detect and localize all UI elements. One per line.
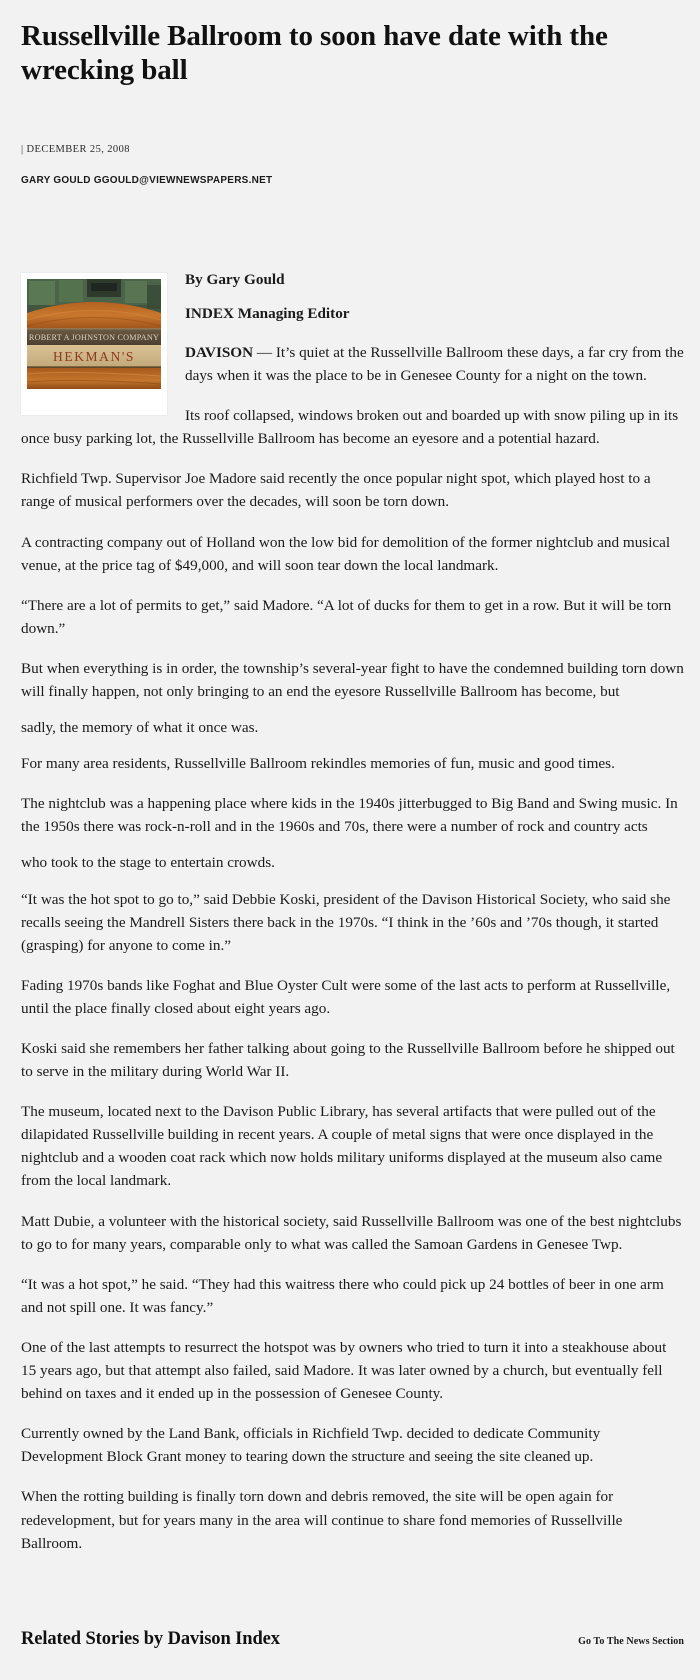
paragraph: But when everything is in order, the township’s several-year fight to have the condemned building torn down will finally happen, not only bringing to an end the eyesore Russellville Ballroom has become, but bbox=[21, 659, 684, 700]
paragraph: The nightclub was a happening place where kids in the 1940s jitterbugged to Big Band and Swing music. In the 1950s there was rock-n-roll and in the 1960s and 70s, there were a number of rock and country acts bbox=[21, 795, 678, 836]
article-body bbox=[21, 270, 684, 1554]
dateline-label: DAVISON bbox=[185, 343, 254, 361]
article-byline-name: By Gary Gould bbox=[185, 271, 285, 289]
paragraph: For many area residents, Russellville Ballroom rekindles memories of fun, music and good times. bbox=[21, 755, 615, 773]
paragraph: sadly, the memory of what it once was. bbox=[21, 719, 259, 737]
paragraph: The museum, located next to the Davison Public Library, has several artifacts that were pulled out of the dilapidated Russellville building in recent years. A couple of metal signs that were once displayed in the nightclub and a wooden coat rack which now holds military uniforms displayed at the museum also came from the local landmark. bbox=[21, 1103, 663, 1190]
paragraph: Fading 1970s bands like Foghat and Blue Oyster Cult were some of the last acts to perform at Russellville, until the place finally closed about eight years ago. bbox=[21, 976, 671, 1017]
article-byline-role: INDEX Managing Editor bbox=[185, 305, 350, 323]
paragraph: A contracting company out of Holland won the low bid for demolition of the former nightclub and musical venue, at the price tag of $49,000, and will soon tear down the local landmark. bbox=[21, 533, 671, 574]
publish-date: | DECEMBER 25, 2008 bbox=[21, 144, 130, 156]
paragraph: Currently owned by the Land Bank, officials in Richfield Twp. decided to dedicate Community Development Block Grant money to tearing down the structure and seeing the site cleaned up. bbox=[21, 1425, 601, 1466]
article-photo bbox=[27, 279, 161, 389]
paragraph: Its roof collapsed, windows broken out and boarded up with snow piling up in its once busy parking lot, the Russellville Ballroom has become an eyesore and a potential hazard. bbox=[21, 407, 679, 448]
paragraph: One of the last attempts to resurrect the hotspot was by owners who tried to turn it into a steakhouse about 15 years ago, but that attempt also failed, said Madore. It was later owned by a church, but eventually fell behind on taxes and it ended up in the possession of Genesee County. bbox=[21, 1338, 667, 1403]
paragraph: “It was the hot spot to go to,” said Debbie Koski, president of the Davison Historical Society, who said she recalls seeing the Mandrell Sisters there back in the 1970s. “I think in the ’60s and ’70s though, it started (grasping) for anyone to come in.” bbox=[21, 890, 671, 954]
paragraph: Koski said she remembers her father talking about going to the Russellville Ballroom before he shipped out to serve in the military during World War II. bbox=[21, 1040, 675, 1081]
author-contact: GARY GOULD GGOULD@VIEWNEWSPAPERS.NET bbox=[21, 175, 273, 187]
paragraph: Richfield Twp. Supervisor Joe Madore said recently the once popular night spot, which played host to a range of musical performers over the decades, will soon be torn down. bbox=[21, 470, 651, 511]
paragraph: Matt Dubie, a volunteer with the historical society, said Russellville Ballroom was one of the best nightclubs to go to for many years, comparable only to what was called the Samoan Gardens in Genesee Twp. bbox=[21, 1212, 682, 1253]
paragraph: When the rotting building is finally torn down and debris removed, the site will be open again for redevelopment, but for years many in the area will continue to share fond memories of Russellville Ballroom. bbox=[21, 1488, 623, 1552]
related-stories-footer bbox=[21, 1629, 684, 1680]
article-figure bbox=[21, 273, 167, 415]
svg-text:ROBERT A JOHNSTON COMPANY: ROBERT A JOHNSTON COMPANY bbox=[28, 333, 160, 343]
related-stories-title: Related Stories by Davison Index bbox=[21, 1628, 280, 1649]
paragraph: “It was a hot spot,” he said. “They had this waitress there who could pick up 24 bottles of beer in one arm and not spill one. It was fancy.” bbox=[21, 1275, 664, 1316]
paragraph: “There are a lot of permits to get,” said Madore. “A lot of ducks for them to get in a row. But it will be torn down.” bbox=[21, 596, 672, 637]
lead-paragraph-text: — It’s quiet at the Russellville Ballroom these days, a far cry from the days when it was the place to be in Genesee County for a night on the town. bbox=[185, 343, 684, 385]
go-to-news-section-link[interactable]: Go To The News Section bbox=[578, 1635, 684, 1647]
svg-text:HEKMAN'S: HEKMAN'S bbox=[53, 349, 135, 365]
paragraph: who took to the stage to entertain crowds. bbox=[21, 854, 275, 872]
page-title: Russellville Ballroom to soon have date with the wrecking ball bbox=[21, 20, 608, 87]
